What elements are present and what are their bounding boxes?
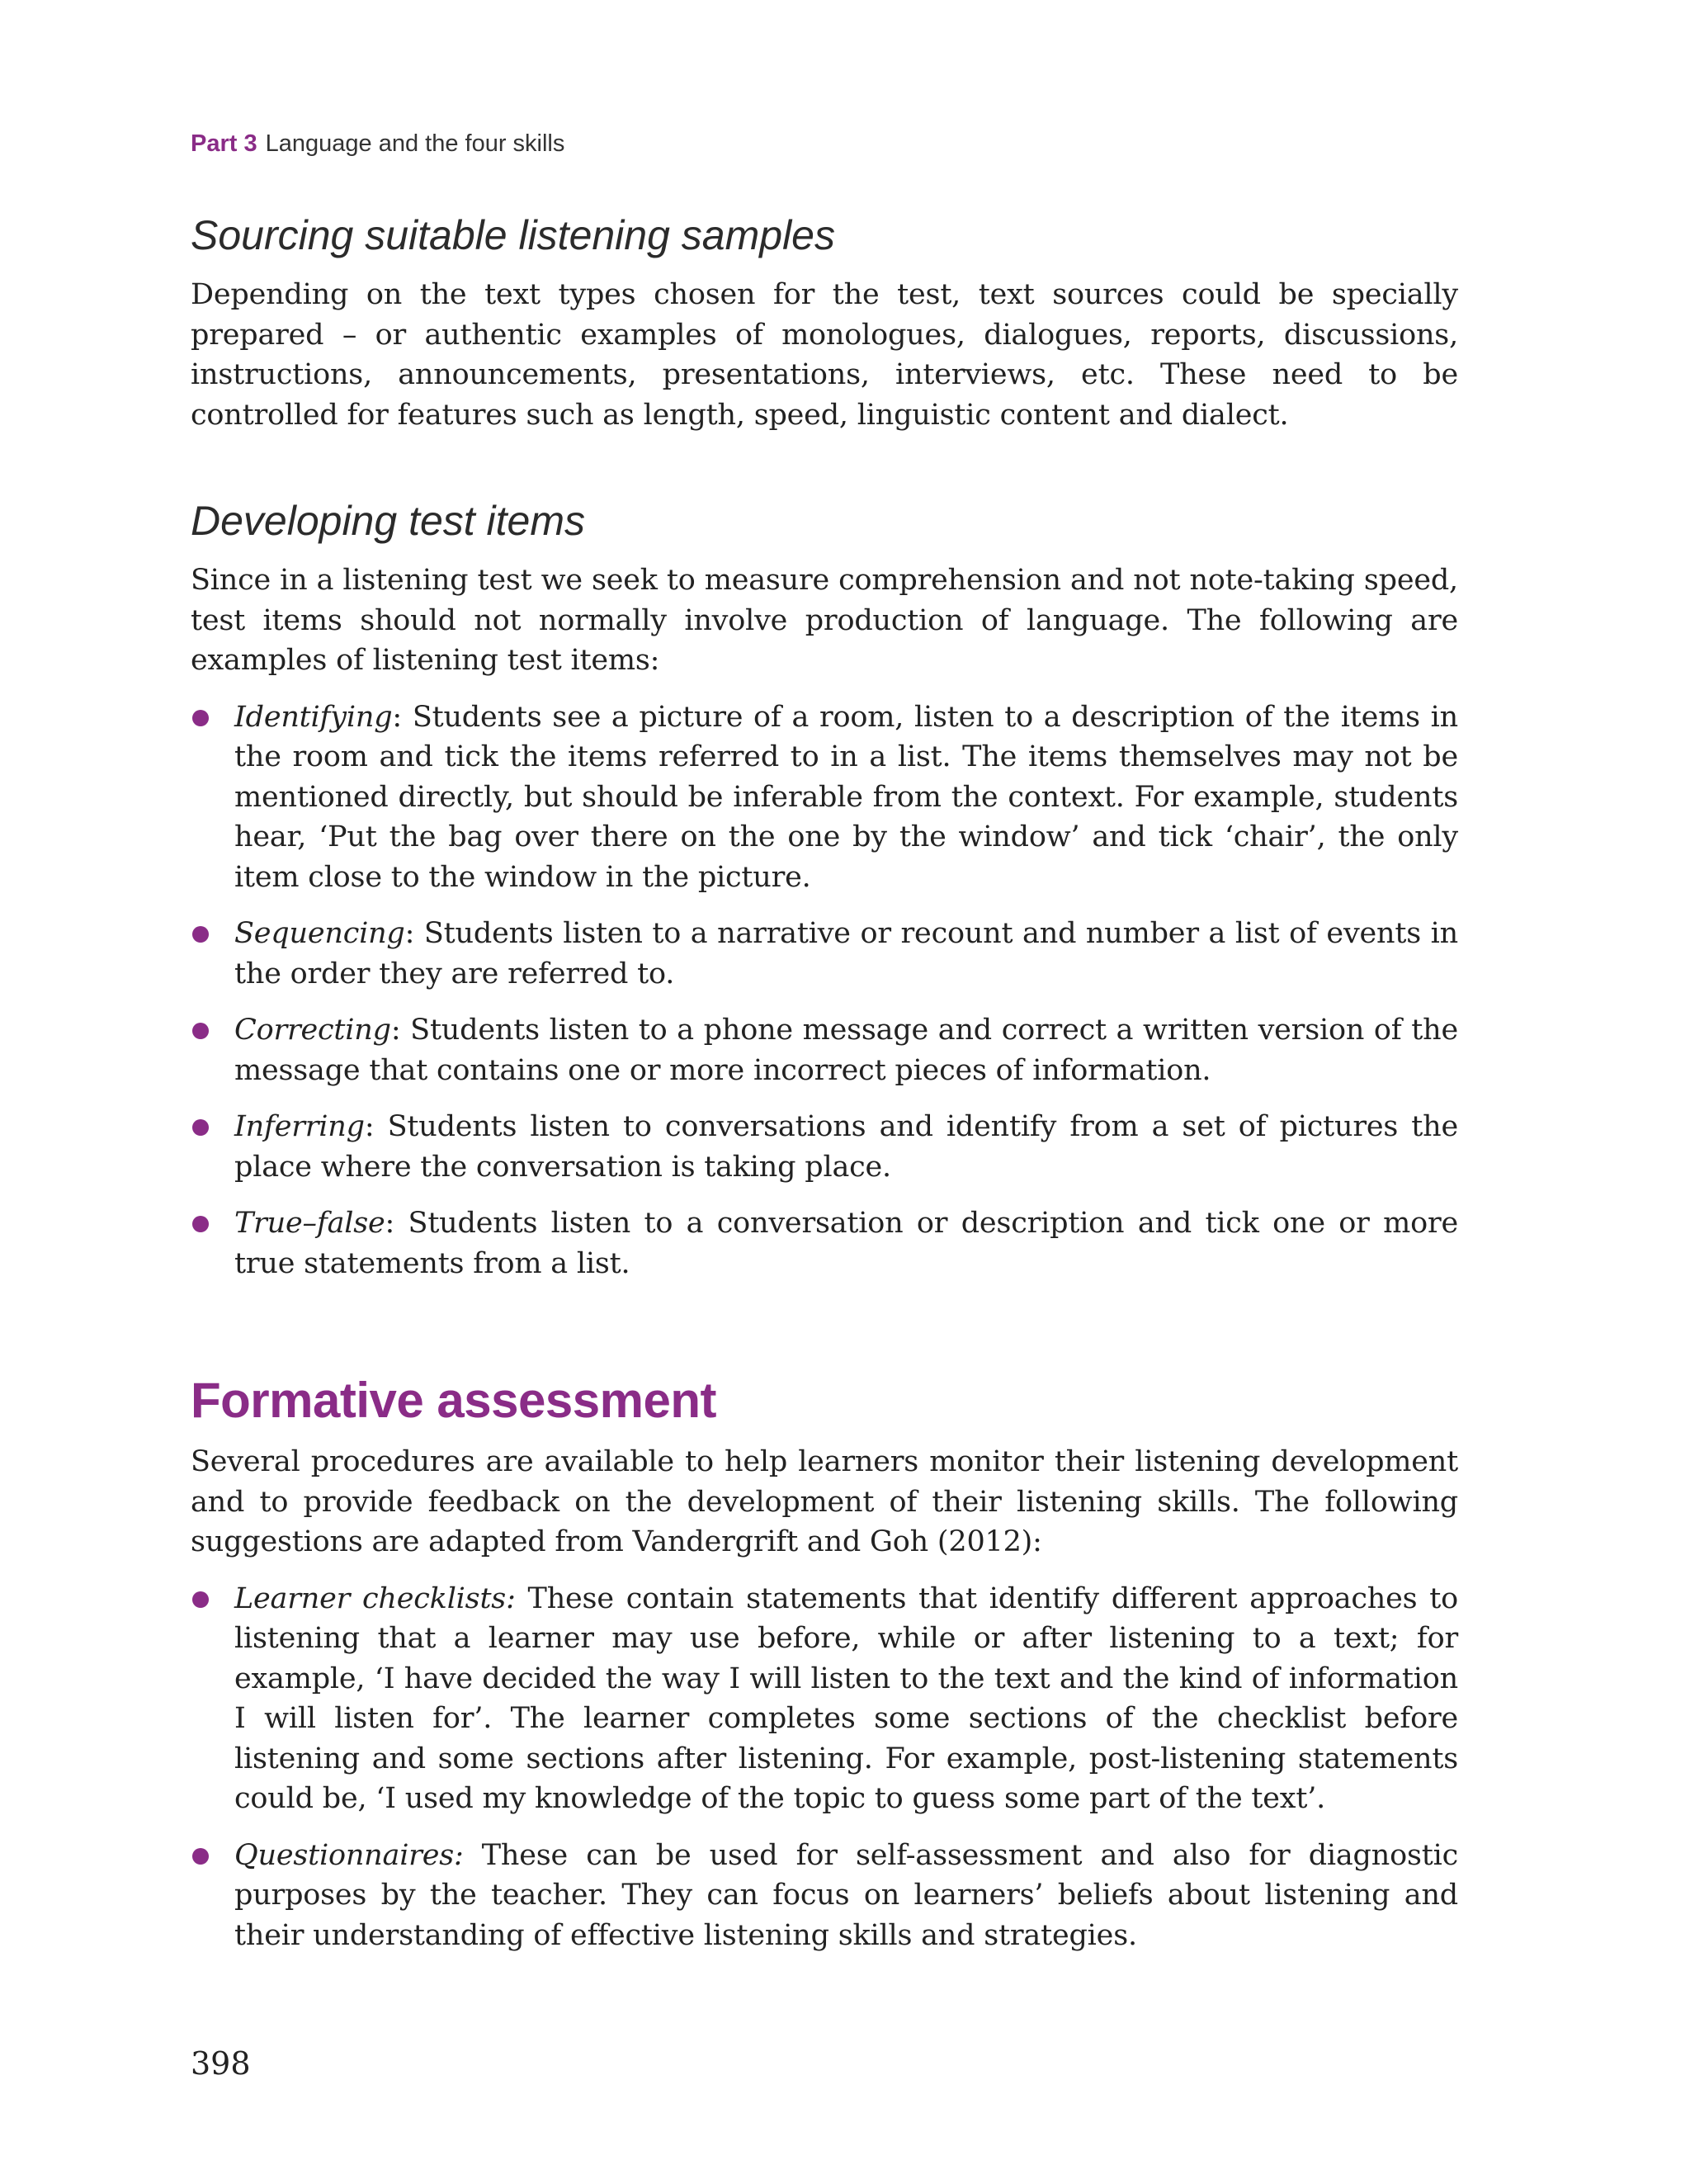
- list-item-text: These can be used for self-assessment and also for diagnostic purposes by the teacher. They can focus on learners’ beliefs about listening and their understanding of effective listening skills and strategies.: [234, 1838, 1458, 1952]
- running-head-title: Language and the four skills: [265, 130, 565, 157]
- bullet-icon: [192, 1023, 209, 1039]
- list-item-term: Identifying: [234, 700, 393, 734]
- list-item-text: : Students see a picture of a room, listen to a description of the items in the room and tick the items referred to in a list. The items themselves may not be mentioned directly, but should be inferable from the context. For example, students hear, ‘Put the bag over there on the one by the window’ and tick ‘chair’, the only item close to the window in the picture.: [234, 700, 1458, 894]
- list-item: [191, 1203, 1458, 1283]
- bullet-icon: [192, 1216, 209, 1232]
- section-sourcing-samples: [191, 210, 1458, 435]
- list-item-text: These contain statements that identify different approaches to listening that a learner may use before, while or after listening to a text; for example, ‘I have decided the way I will listen to the text and the kind of information I will listen for’. The learner completes some sections of the checklist before listening and some sections after listening. For example, post-listening statements could be, ‘I used my knowledge of the topic to guess some part of the text’.: [234, 1581, 1458, 1815]
- bullet-icon: [192, 1591, 209, 1608]
- list-item-text: : Students listen to a conversation or description and tick one or more true statements from a list.: [234, 1207, 1458, 1280]
- bullet-icon: [192, 1848, 209, 1865]
- list-item-term: Questionnaires:: [234, 1838, 464, 1872]
- section-paragraph: Since in a listening test we seek to measure comprehension and not note-taking speed, test items should not normally involve production of language. The following are examples of listening test items:: [191, 564, 1458, 677]
- bullet-icon: [192, 926, 209, 943]
- section-paragraph: Several procedures are available to help learners monitor their listening development and to provide feedback on the development of their listening skills. The following suggestions are adapted from Vandergrift and Goh (2012):: [191, 1445, 1458, 1558]
- list-item-term: Inferring: [234, 1110, 365, 1143]
- list-item: [191, 697, 1458, 898]
- section-developing-test-items: [191, 496, 1458, 1283]
- running-head-part: Part 3: [191, 130, 257, 157]
- list-item-term: True–false: [234, 1207, 385, 1240]
- section-formative-assessment: [191, 1371, 1458, 1955]
- page-content: [191, 210, 1458, 1972]
- list-item: [191, 914, 1458, 994]
- bullet-list: [191, 1579, 1458, 1956]
- bullet-list: [191, 697, 1458, 1284]
- list-item: [191, 1579, 1458, 1819]
- list-item-text: : Students listen to a phone message and correct a written version of the message that contains one or more incorrect pieces of information.: [234, 1014, 1458, 1087]
- list-item: [191, 1836, 1458, 1956]
- bullet-icon: [192, 1119, 209, 1136]
- list-item-term: Correcting: [234, 1014, 391, 1047]
- section-heading: Developing test items: [191, 498, 586, 544]
- list-item: [191, 1010, 1458, 1090]
- page-number: 398: [191, 2045, 251, 2082]
- list-item: [191, 1107, 1458, 1187]
- list-item-text: : Students listen to conversations and identify from a set of pictures the place where the conversation is taking place.: [234, 1110, 1458, 1184]
- list-item-text: : Students listen to a narrative or recount and number a list of events in the order they are referred to.: [234, 917, 1458, 990]
- list-item-term: Learner checklists:: [234, 1581, 516, 1615]
- major-heading: Formative assessment: [191, 1373, 716, 1428]
- section-heading: Sourcing suitable listening samples: [191, 212, 835, 258]
- section-paragraph: Depending on the text types chosen for the test, text sources could be specially prepared – or authentic examples of monologues, dialogues, reports, discussions, instructions, announcements, presentations, interviews, etc. These need to be controlled for features such as length, speed, linguistic content and dialect.: [191, 278, 1458, 432]
- list-item-term: Sequencing: [234, 917, 405, 950]
- running-head: [191, 130, 564, 158]
- bullet-icon: [192, 710, 209, 726]
